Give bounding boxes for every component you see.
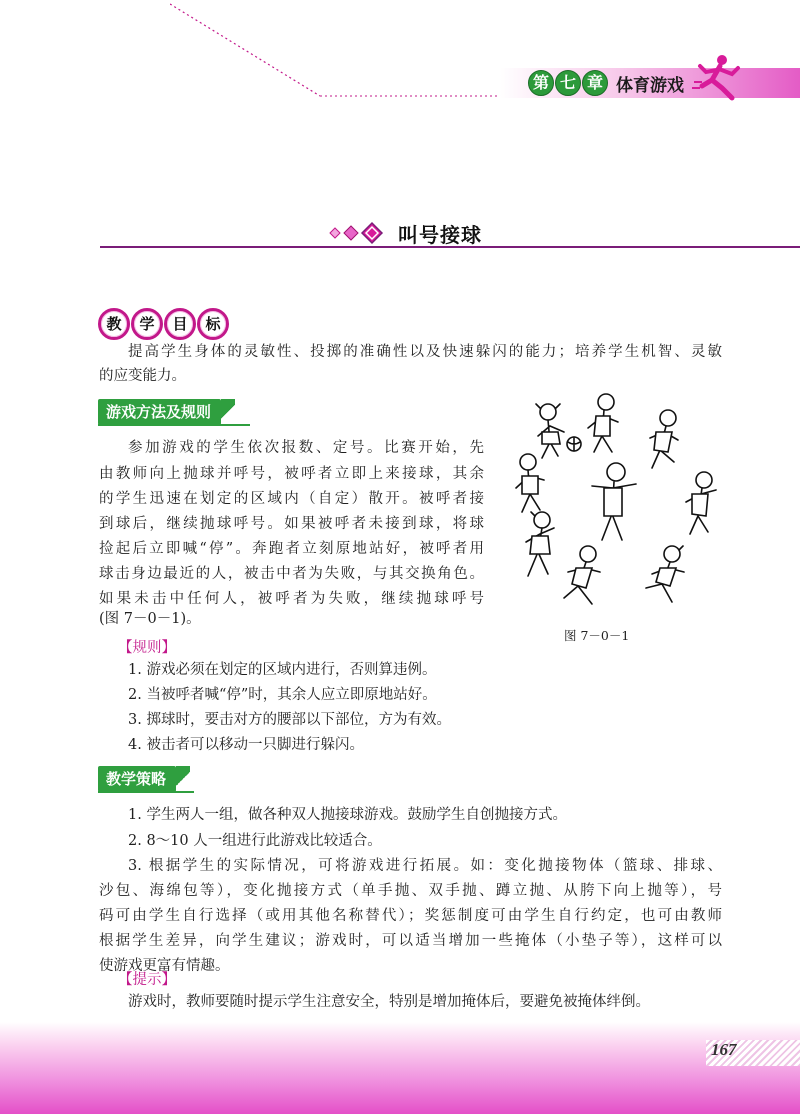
section-title: 叫号接球: [398, 223, 482, 247]
runner-icon: [692, 52, 742, 102]
method-text-line: 球击身边最近的人，被击中者为失败，与其交换角色。: [99, 566, 484, 582]
figure-caption: 图 7－0－1: [564, 628, 630, 643]
strategy-heading: 教学策略: [98, 766, 176, 792]
strategy-text-line: 3. 根据学生的实际情况，可将游戏进行拓展。如：变化抛接物体（篮球、排球、: [128, 858, 722, 874]
diamond-ornament-icon: [322, 218, 392, 248]
header-decorative-dotted-line: [170, 0, 550, 100]
method-text-line: 到球后，继续抛球呼号。如果被呼者未接到球，将球: [99, 516, 484, 532]
rule-item: 4. 被击者可以移动一只脚进行躲闪。: [128, 737, 364, 753]
method-heading-underline: [98, 424, 250, 426]
objectives-badge: [98, 308, 230, 340]
tip-text: 游戏时，教师要随时提示学生注意安全，特别是增加掩体后，要避免被掩体绊倒。: [128, 994, 650, 1010]
page-number: 167: [711, 1040, 737, 1059]
method-text-line: (图 7－0－1)。: [99, 611, 201, 627]
strategy-heading-underline: [98, 791, 194, 793]
method-text-line: 的学生迅速在划定的区域内（自定）散开。被呼者接: [99, 491, 484, 507]
strategy-text-line: 使游戏更富有情趣。: [99, 958, 230, 974]
chapter-badge-3: 章: [582, 70, 608, 96]
rule-item: 2. 当被呼者喊“停”时，其余人应立即原地站好。: [128, 687, 437, 703]
objectives-text-line: 提高学生身体的灵敏性、投掷的准确性以及快速躲闪的能力；培养学生机智、灵敏: [128, 344, 722, 360]
strategy-text-line: 沙包、海绵包等），变化抛接方式（单手抛、双手抛、蹲立抛、从胯下向上抛等），号: [99, 883, 722, 899]
strategy-text-line: 1. 学生两人一组，做各种双人抛接球游戏。鼓励学生自创抛接方式。: [128, 807, 567, 823]
children-ball-game-illustration: [508, 392, 736, 622]
method-text-line: 捡起后立即喊“停”。奔跑者立刻原地站好，被呼者用: [99, 541, 484, 557]
tip-label: 【提示】: [118, 972, 176, 988]
method-heading: 游戏方法及规则: [98, 399, 221, 425]
rule-item: 3. 掷球时，要击对方的腰部以下部位，方为有效。: [128, 712, 451, 728]
chapter-badge-2: 七: [555, 70, 581, 96]
strategy-text-line: 2. 8～10 人一组进行此游戏比较适合。: [128, 833, 382, 849]
strategy-text-line: 根据学生差异，向学生建议；游戏时，可以适当增加一些掩体（小垫子等），这样可以: [99, 933, 722, 949]
method-text-line: 参加游戏的学生依次报数、定号。比赛开始，先: [128, 440, 484, 456]
chapter-title: 体育游戏: [616, 76, 684, 96]
objectives-text-line: 的应变能力。: [99, 368, 186, 384]
method-text-line: 如果未击中任何人，被呼者为失败，继续抛球呼号: [99, 591, 484, 607]
objectives-badge-char: 学: [131, 308, 163, 340]
rule-item: 1. 游戏必须在划定的区域内进行，否则算违例。: [128, 662, 437, 678]
chapter-badge-1: 第: [528, 70, 554, 96]
objectives-badge-char: 教: [98, 308, 130, 340]
method-text-line: 由教师向上抛球并呼号，被呼者立即上来接球，其余: [99, 466, 484, 482]
objectives-badge-char: 目: [164, 308, 196, 340]
objectives-badge-char: 标: [197, 308, 229, 340]
footer-gradient: [0, 1022, 800, 1114]
rules-label: 【规则】: [118, 640, 176, 656]
strategy-text-line: 码可由学生自行选择（或用其他名称替代）；奖惩制度可由学生自行约定，也可由教师: [99, 908, 722, 924]
